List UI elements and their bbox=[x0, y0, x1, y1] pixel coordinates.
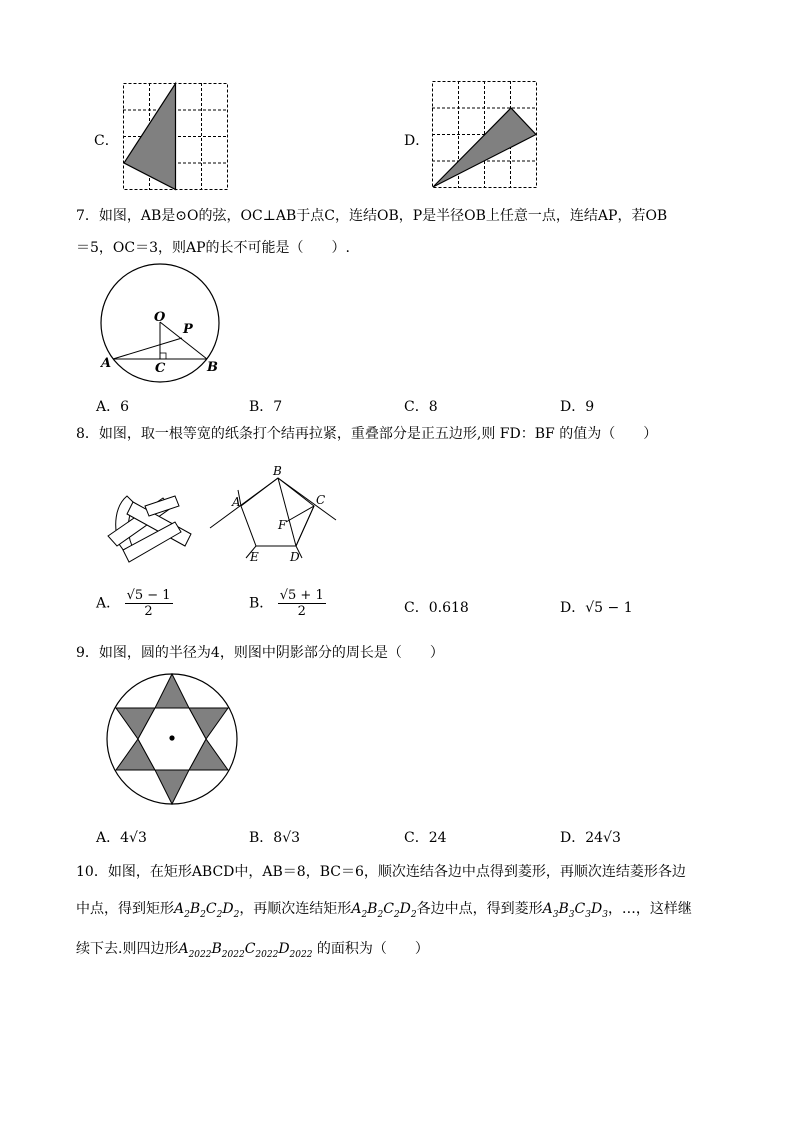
q8-stem: 8．如图，取一根等宽的纸条打个结再拉紧，重叠部分是正五边形,则 FD：BF 的值为（ ） bbox=[76, 426, 658, 442]
q6-option-d-label: D． bbox=[404, 133, 430, 149]
q9-option-b: B．8√3 bbox=[249, 830, 301, 846]
q6-option-c-label: C． bbox=[94, 133, 119, 149]
q7-option-b: B．7 bbox=[249, 399, 283, 415]
q9-option-a: A．4√3 bbox=[96, 830, 147, 846]
label-a: A bbox=[101, 356, 112, 371]
label-o: O bbox=[154, 310, 166, 325]
label-a: A bbox=[232, 495, 241, 509]
label-b: B bbox=[207, 360, 218, 375]
q8-option-d: D．√5 − 1 bbox=[560, 600, 633, 616]
q10-stem-line1: 10．如图，在矩形ABCD中，AB＝8，BC＝6，顺次连结各边中点得到菱形，再顺次连结菱形各边 bbox=[76, 864, 686, 880]
q7-option-a: A．6 bbox=[96, 399, 130, 415]
shaded-triangle bbox=[433, 108, 536, 187]
label-b: B bbox=[273, 464, 282, 478]
q8-option-a: A． $\frac{√5 - 1}{2}$ bbox=[96, 588, 171, 619]
label-d: D bbox=[290, 550, 300, 564]
q7-option-c: C．8 bbox=[404, 399, 438, 415]
label-f: F bbox=[278, 518, 287, 532]
q7-circle-figure bbox=[98, 264, 228, 376]
q10-stem-line2: 中点，得到矩形$A_2B_2C_2D_2$，再顺次连结矩形$A_2B_2C_2D_2$各边中点，得到菱形$A_3B_3C_3D_3$，…，这样继 bbox=[76, 901, 692, 920]
q7-stem-line2: ＝5，OC＝3，则AP的长不可能是（ ）. bbox=[76, 240, 350, 256]
q6-option-c-figure bbox=[123, 83, 229, 191]
q7-stem-line1: 7．如图，AB是⊙O的弦，OC⊥AB于点C，连结OB，P是半径OB上任意一点，连结AP，若OB bbox=[76, 208, 668, 224]
label-c: C bbox=[155, 361, 166, 376]
q8-paper-knot-figure bbox=[105, 492, 195, 567]
label-e: E bbox=[250, 550, 259, 564]
symbol-rect2: $A_2B_2C_2D_2$ bbox=[174, 901, 240, 920]
symbol-2022: $A_{2022}B_{2022}C_{2022}D_{2022}$ bbox=[178, 941, 313, 960]
symbol-rect2-b: $A_2B_2C_2D_2$ bbox=[351, 901, 417, 920]
q9-option-d: D．24√3 bbox=[560, 830, 621, 846]
q10-stem-line3: 续下去.则四边形$A_{2022}B_{2022}C_{2022}D_{2022}$ 的面积为（ ） bbox=[76, 941, 429, 960]
q6-option-d-figure bbox=[432, 81, 538, 189]
q9-stem: 9．如图，圆的半径为4，则图中阴影部分的周长是（ ） bbox=[76, 645, 444, 661]
q8-option-b: B． $\frac{√5 + 1}{2}$ bbox=[249, 588, 324, 619]
q9-option-c: C．24 bbox=[404, 830, 447, 846]
q8-pentagon-figure bbox=[208, 462, 343, 567]
q7-option-d: D．9 bbox=[560, 399, 595, 415]
q8-option-c: C．0.618 bbox=[404, 600, 469, 616]
label-p: P bbox=[183, 322, 193, 337]
symbol-rhombus3: $A_3B_3C_3D_3$ bbox=[542, 901, 608, 920]
label-c: C bbox=[316, 493, 326, 507]
q9-star-circle-figure bbox=[105, 672, 240, 807]
